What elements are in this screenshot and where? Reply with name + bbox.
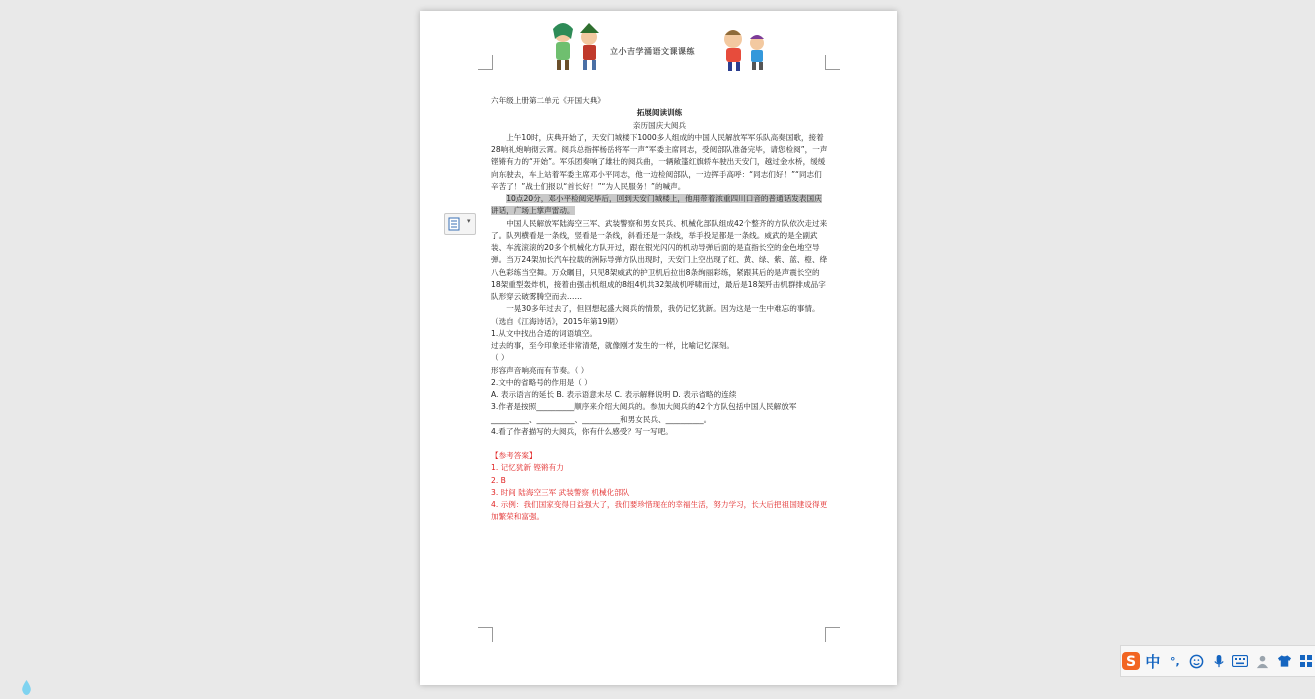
passage-paragraph-1: 上午10时，庆典开始了，天安门城楼下1000多人组成的中国人民解放军军乐队高奏国歌，接着28响礼炮响彻云霄。阅兵总指挥杨岳将军一声“军委主席同志，受阅部队准备完毕，请您检阅”，一声铿锵有力的“开始”。军乐团奏响了雄壮的阅兵曲，一辆敞篷红旗轿车驶出天安门，越过金水桥，缓缓向东驶去，车上站着军委主席邓小平同志，他一边检阅部队，一边挥手高呼：“同志们好！”“同志们辛苦了！”战士们报以“首长好！”“为人民服务！”的喊声。 [491,132,828,191]
water-drop-icon [21,680,32,695]
ime-mode-toggle[interactable]: 中 [1145,652,1161,671]
margin-corner-bottom-right [825,627,840,642]
spacer [491,438,828,450]
source-line: （选自《江海诗话》，2015年第19期） [491,316,623,326]
header-cartoon-banner [545,17,785,73]
question-2: 2.文中的省略号的作用是（ ） [491,377,592,387]
margin-corner-bottom-left [478,627,493,642]
document-icon [448,217,462,231]
margin-corner-top-right [825,55,840,70]
document-content [491,95,828,524]
keyboard-icon[interactable] [1231,651,1251,671]
chevron-down-icon: ▾ [467,217,471,225]
toolbox-grid-icon[interactable] [1296,651,1315,671]
question-1-a-blank: （ ） [491,353,509,363]
answer-4: 4. 示例：我们国家变得日益强大了，我们要珍惜现在的幸福生活，努力学习，长大后把祖国建设得更加繁荣和富强。 [491,500,828,522]
question-1-a: 过去的事，至今印象还非常清楚，就像刚才发生的一样，比喻记忆深刻。 [491,341,734,350]
passage-paragraph-4: 一晃30多年过去了，但回想起盛大阅兵的情景，我仍记忆犹新。因为这是一生中难忘的事情。 [506,304,820,314]
passage-title: 亲历国庆大阅兵 [632,120,687,130]
question-3: 3.作者是按照__________顺序来介绍大阅兵的。参加大阅兵的42个方队包括中国人民解放军__________、__________、__________和男女民兵、__________。 [491,402,797,424]
passage-paragraph-3: 中国人民解放军陆海空三军、武装警察和男女民兵、机械化部队组成42个整齐的方队依次走过来了。队列横看是一条线，竖看是一条线，斜看还是一条线，举手投足都是一条线。威武的是全副武装、车流滚滚的20多个机械化方队开过，跟在银光闪闪的机动导弹后面的是直指长空的金色地空导弹。当万24架加长汽车拉载的洲际导弹方队出现时，天安门上空出现了红、黄、绿、紫、蓝、橙、绛八色彩练当空舞。万众瞩目，只见8架威武的护卫机后拉出8条绚丽彩练，紧跟其后的是声震长空的18架重型轰炸机，接着由强击机组成的8组4机共32架战机呼啸而过，最后是18架歼击机群排成品字队形穿云破雾腾空而去…… [491,218,828,301]
answer-3: 3. 时间 陆海空三军 武装警察 机械化部队 [491,487,630,497]
skin-shirt-icon[interactable] [1274,651,1294,671]
header-title: 立小吉学涌语文课课练 [610,47,695,56]
paste-options-button[interactable] [444,213,476,235]
question-4: 4.看了作者描写的大阅兵，你有什么感受？写一写吧。 [491,426,673,436]
answer-1: 1. 记忆犹新 铿锵有力 [491,463,564,473]
question-2-options: A. 表示语言的延长 B. 表示语意未尽 C. 表示解释说明 D. 表示省略的连续 [491,390,737,399]
margin-corner-top-left [478,55,493,70]
ime-punctuation-toggle[interactable]: °, [1169,654,1180,668]
exercise-title: 拓展阅读训练 [636,108,683,118]
question-1-b: 形容声音响亮而有节奏。（ ） [491,365,589,375]
passage-paragraph-2 [491,193,828,218]
selected-text[interactable]: 10点20分，邓小平检阅完毕后，回到天安门城楼上，他用带着浓重四川口音的普通话发表国庆讲话，广场上掌声雷动。 [491,194,822,216]
question-1: 1.从文中找出合适的词语填空。 [491,328,597,338]
document-page [420,11,897,685]
ime-toolbar [1120,645,1315,677]
ime-logo-letter: S [1125,654,1137,670]
sogou-logo-icon[interactable] [1121,651,1141,671]
microphone-icon[interactable] [1209,651,1229,671]
user-icon[interactable] [1252,651,1272,671]
answer-2: 2. B [491,475,506,485]
answers-title: 【参考答案】 [491,451,537,460]
unit-line: 六年级上册第二单元《开国大典》 [491,96,605,105]
emoji-icon[interactable] [1187,651,1207,671]
